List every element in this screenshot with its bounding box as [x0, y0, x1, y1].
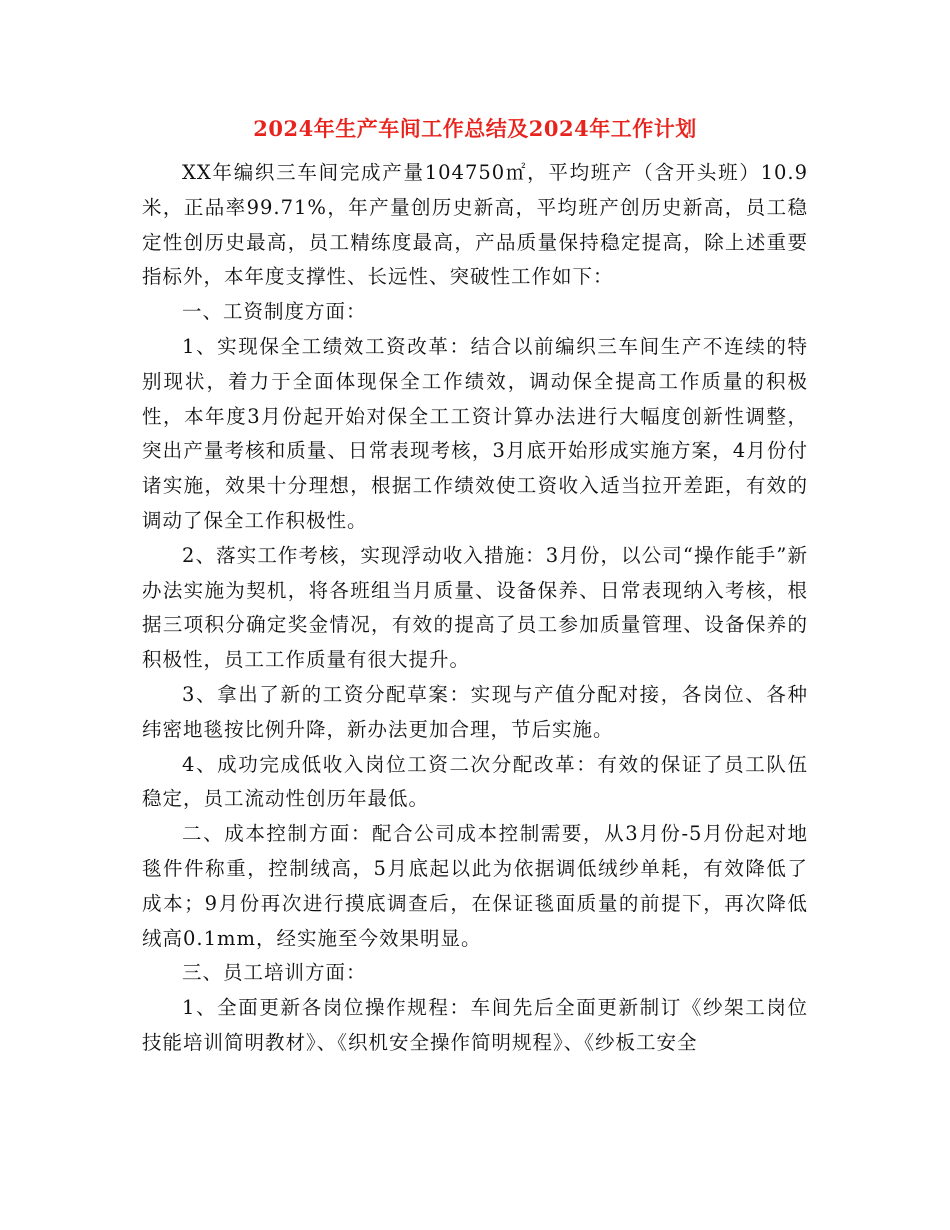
- paragraph-intro: XX年编织三车间完成产量104750㎡，平均班产（含开头班）10.9米，正品率99.71%，年产量创历史新高，平均班产创历史新高，员工稳定性创历史最高，员工精练度最高，产品质量保持稳定提高，除上述重要指标外，本年度支撑性、长远性、突破性工作如下：: [142, 161, 808, 289]
- paragraph-wage-item-1: 1、实现保全工绩效工资改革：结合以前编织三车间生产不连续的特别现状，着力于全面体现保全工作绩效，调动保全提高工作质量的积极性，本年度3月份起开始对保全工工资计算办法进行大幅度创新性调整，突出产量考核和质量、日常表现考核，3月底开始形成实施方案，4月份付诸实施，效果十分理想，根据工作绩效使工资收入适当拉开差距，有效的调动了保全工作积极性。: [142, 334, 808, 532]
- section-heading-training: 三、员工培训方面：: [182, 961, 367, 985]
- paragraph-wage-item-4: 4、成功完成低收入岗位工资二次分配改革：有效的保证了员工队伍稳定，员工流动性创历年最低。: [142, 752, 808, 811]
- paragraph-cost-control: 二、成本控制方面：配合公司成本控制需要，从3月份-5月份起对地毯件件称重，控制绒高，5月底起以此为依据调低绒纱单耗，有效降低了成本；9月份再次进行摸底调查后，在保证毯面质量的前提下，再次降低绒高0.1mm，经实施至今效果明显。: [142, 822, 808, 950]
- section-heading-wage-system: 一、工资制度方面：: [182, 300, 367, 324]
- paragraph-wage-item-3: 3、拿出了新的工资分配草案：实现与产值分配对接，各岗位、各种纬密地毯按比例升降，新办法更加合理，节后实施。: [142, 682, 808, 741]
- paragraph-training-item-1: 1、全面更新各岗位操作规程：车间先后全面更新制订《纱架工岗位技能培训简明教材》、《织机安全操作简明规程》、《纱板工安全: [142, 996, 808, 1054]
- document-body: [142, 156, 808, 1061]
- paragraph-wage-item-2: 2、落实工作考核，实现浮动收入措施：3月份，以公司“操作能手”新办法实施为契机，将各班组当月质量、设备保养、日常表现纳入考核，根据三项积分确定奖金情况，有效的提高了员工参加质量管理、设备保养的积极性，员工工作质量有很大提升。: [142, 543, 808, 672]
- document-title: 2024年生产车间工作总结及2024年工作计划: [253, 116, 697, 141]
